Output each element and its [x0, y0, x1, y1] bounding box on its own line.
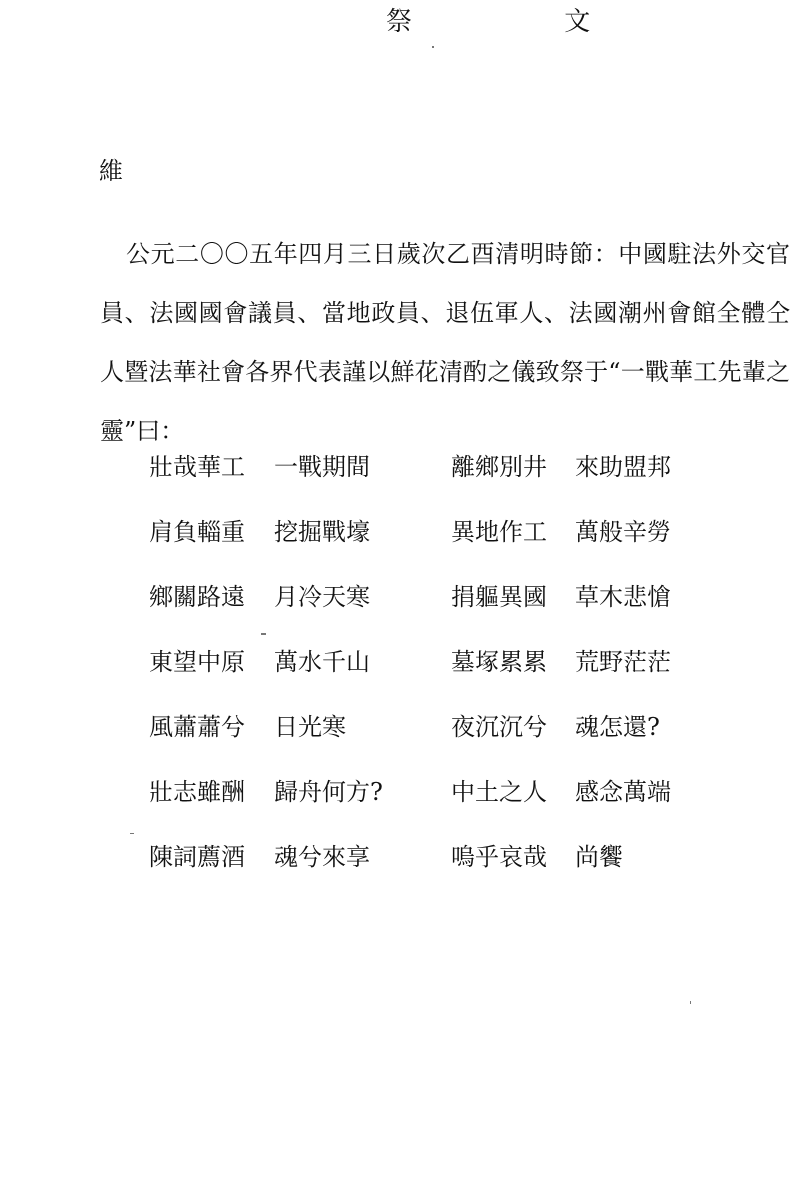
verse-line [149, 512, 789, 577]
verse-phrase: 東望中原 [149, 648, 245, 676]
page-title: 祭 文 [386, 7, 663, 37]
verse-phrase: 魂兮來享 [274, 843, 370, 871]
verse-phrase: 夜沉沉兮 [451, 713, 547, 741]
verse-line [149, 447, 789, 512]
verse-phrase: 風蕭蕭兮 [149, 713, 245, 741]
scan-speck [130, 833, 134, 834]
verse-phrase: 捐軀異國 [451, 583, 547, 611]
verse-phrase: 陳詞薦酒 [149, 843, 245, 871]
verse-phrase: 草木悲愴 [575, 583, 671, 611]
verse-phrase: 歸舟何方? [274, 778, 383, 806]
verse-phrase: 來助盟邦 [575, 453, 671, 481]
verse-line [149, 707, 789, 772]
verse-phrase: 日光寒 [274, 713, 346, 741]
verse-line [149, 772, 789, 837]
verse-line [149, 837, 789, 902]
verse-phrase: 墓塚累累 [451, 648, 547, 676]
verse-phrase: 一戰期間 [274, 453, 370, 481]
verse-phrase: 壯志雖酬 [149, 778, 245, 806]
verse-phrase: 萬般辛勞 [575, 518, 671, 546]
verse-phrase: 離鄉別井 [451, 453, 547, 481]
verse-phrase: 中土之人 [451, 778, 547, 806]
dedication-paragraph: 公元二〇〇五年四月三日歲次乙酉清明時節：中國駐法外交官員、法國國會議員、當地政員、退伍軍人、法國潮州會館全體仝人暨法華社會各界代表謹以鮮花清酌之儀致祭于“一戰華工先輩之靈”曰： [100, 240, 790, 445]
verse-phrase: 感念萬端 [575, 778, 671, 806]
verse-phrase: 挖掘戰壕 [274, 518, 370, 546]
verse-line [149, 642, 789, 707]
scan-speck [261, 633, 266, 635]
verse-phrase: 嗚乎哀哉 [451, 843, 547, 871]
opening-word: 維 [99, 157, 123, 185]
scan-speck [432, 46, 434, 48]
scan-speck [690, 1001, 691, 1004]
verse-phrase: 鄉關路遠 [149, 583, 245, 611]
verse-phrase: 肩負輜重 [149, 518, 245, 546]
verse-phrase: 月冷天寒 [274, 583, 370, 611]
verse-phrase: 魂怎還? [575, 713, 660, 741]
verse-phrase: 荒野茫茫 [575, 648, 671, 676]
verse-block [149, 447, 789, 902]
verse-phrase: 尚饗 [575, 843, 623, 871]
verse-phrase: 壯哉華工 [149, 453, 245, 481]
verse-phrase: 異地作工 [451, 518, 547, 546]
verse-phrase: 萬水千山 [274, 648, 370, 676]
verse-line [149, 577, 789, 642]
